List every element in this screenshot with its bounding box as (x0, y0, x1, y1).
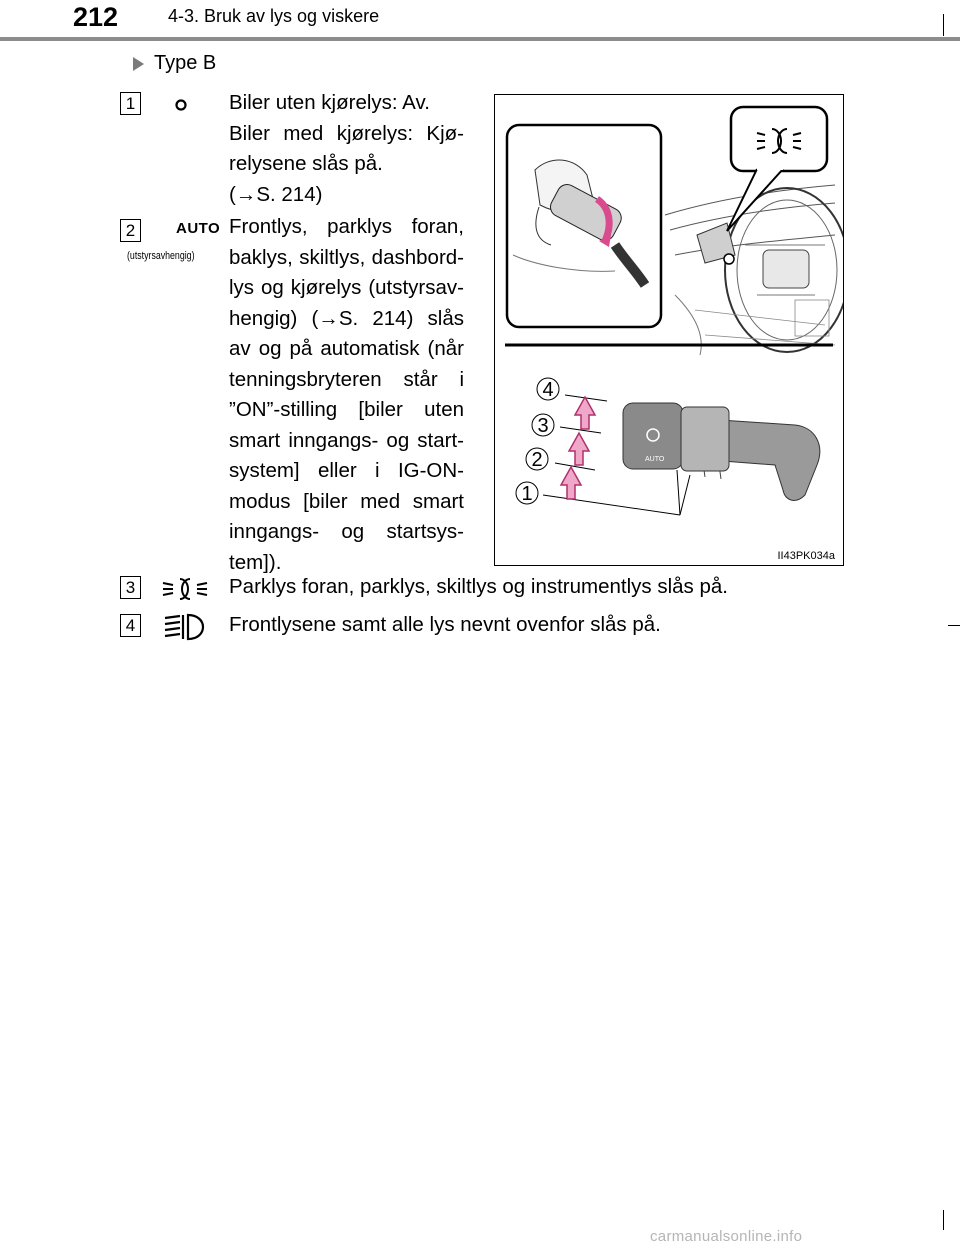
item-1-line: (→S. 214) (229, 182, 323, 206)
item-1-line: Biler uten kjørelys: Av. (229, 91, 430, 114)
page-number: 212 (73, 2, 119, 32)
item-4-text: Frontlysene samt alle lys nevnt ovenfor slås på. (229, 613, 661, 636)
figure-illustration (495, 95, 843, 565)
item-1-text (229, 88, 464, 210)
parking-lights-icon (160, 575, 210, 603)
crop-mark (948, 625, 960, 626)
crop-mark (943, 14, 944, 36)
item-2-line: tem]). (229, 550, 282, 574)
chapter-title: 4-3. Bruk av lys og viskere (168, 6, 380, 26)
item-2-line: smart inngangs- og start- (229, 428, 464, 452)
item-number-1: 1 (120, 92, 141, 115)
figure-code: II43PK034a (777, 550, 835, 562)
equipment-note: (utstyrsavhengig) (127, 250, 195, 262)
item-2-line: hengig) (→S. 214) slås (229, 306, 464, 330)
item-2-text (229, 212, 464, 578)
watermark: carmanualsonline.info (650, 1228, 803, 1245)
item-2-line: system] eller i IG-ON- (229, 459, 464, 482)
item-number-2: 2 (120, 219, 141, 242)
item-2-line: ”ON”-stilling [biler uten (229, 398, 464, 421)
item-2-line: lys og kjørelys (utstyrsav- (229, 276, 464, 299)
section-label-text: Type B (154, 52, 217, 74)
figure-headlight-switch (494, 94, 844, 566)
item-2-line: inngangs- og startsys- (229, 520, 464, 543)
item-2-line: Frontlys, parklys foran, (229, 215, 464, 238)
item-2-line: av og på automatisk (når (229, 337, 464, 360)
item-1-line: relysene slås på. (229, 152, 383, 175)
item-1-line: Biler med kjørelys: Kjø- (229, 121, 464, 145)
callout-3: 3 (537, 415, 549, 437)
stalk-auto-label: AUTO (645, 456, 665, 463)
item-3-text: Parklys foran, parklys, skiltlys og instrumentlys slås på. (229, 575, 728, 598)
item-2-line: tenningsbryteren står i (229, 367, 464, 391)
item-2-line: baklys, skiltlys, dashbord- (229, 245, 464, 269)
callout-4: 4 (542, 379, 554, 401)
item-number-4: 4 (120, 614, 141, 637)
item-2-line: modus [biler med smart (229, 489, 464, 513)
header-rule (0, 37, 960, 41)
headlight-icon (160, 612, 212, 642)
callout-2: 2 (531, 449, 543, 471)
auto-icon: AUTO (176, 220, 221, 237)
callout-1: 1 (521, 483, 533, 505)
item-number-3: 3 (120, 576, 141, 599)
section-label (133, 52, 216, 75)
bullet-triangle-icon (133, 57, 144, 71)
light-switch-off-icon (174, 98, 188, 112)
crop-mark (943, 1210, 944, 1230)
